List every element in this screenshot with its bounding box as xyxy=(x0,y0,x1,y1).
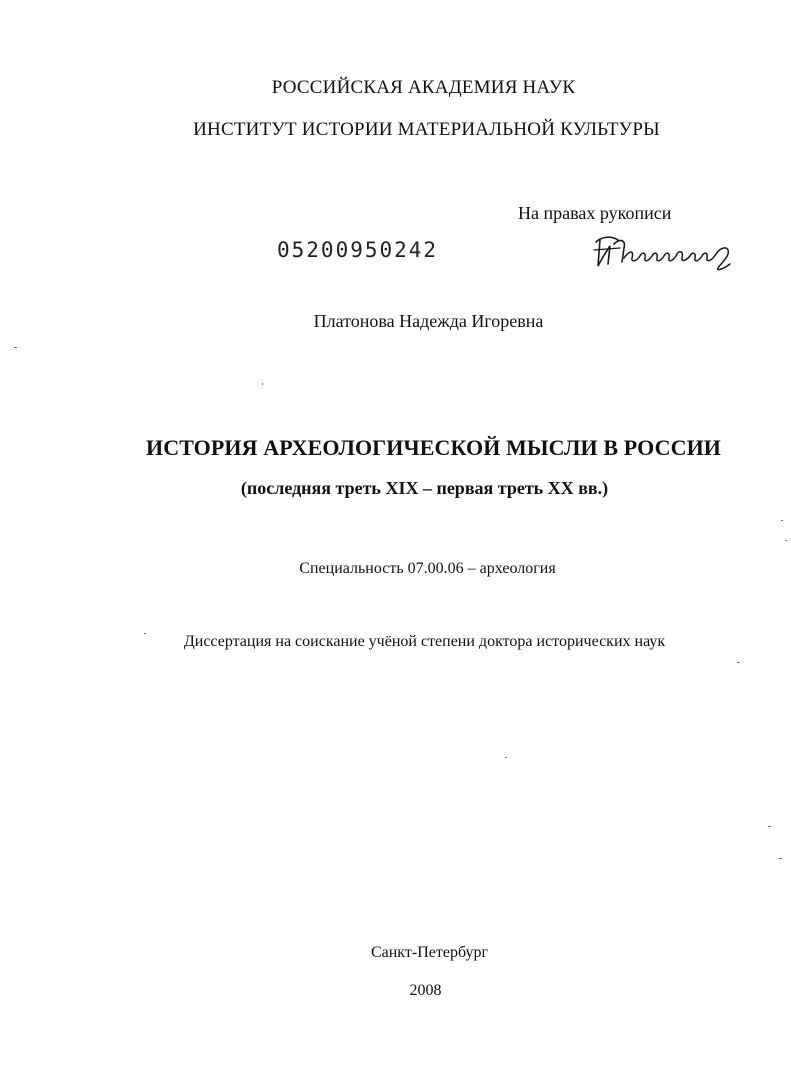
signature-icon xyxy=(590,228,740,272)
scan-speck xyxy=(144,633,146,634)
dissertation-subtitle: (последняя треть XIX – первая треть XX вв.) xyxy=(240,478,609,498)
specialty-line: Специальность 07.00.06 – археология xyxy=(299,560,556,577)
city: Санкт-Петербург xyxy=(370,944,489,961)
institute-name: ИНСТИТУТ ИСТОРИИ МАТЕРИАЛЬНОЙ КУЛЬТУРЫ xyxy=(193,119,660,140)
scan-speck xyxy=(505,757,507,758)
scan-speck xyxy=(768,826,771,827)
scan-speck xyxy=(779,858,782,859)
scan-speck xyxy=(14,347,17,348)
degree-statement: Диссертация на соискание учёной степени доктора исторических наук xyxy=(183,633,666,650)
scan-speck xyxy=(262,383,263,385)
scan-speck xyxy=(785,540,787,541)
dissertation-title: ИСТОРИЯ АРХЕОЛОГИЧЕСКОЙ МЫСЛИ В РОССИИ xyxy=(146,435,721,460)
year: 2008 xyxy=(409,982,442,999)
scan-speck xyxy=(781,520,783,521)
scan-speck xyxy=(737,662,740,663)
registration-number: 05200950242 xyxy=(277,238,439,262)
author-name: Платонова Надежда Игоревна xyxy=(313,311,544,331)
academy-name: РОССИЙСКАЯ АКАДЕМИЯ НАУК xyxy=(271,77,576,98)
manuscript-rights-note: На правах рукописи xyxy=(518,203,672,223)
